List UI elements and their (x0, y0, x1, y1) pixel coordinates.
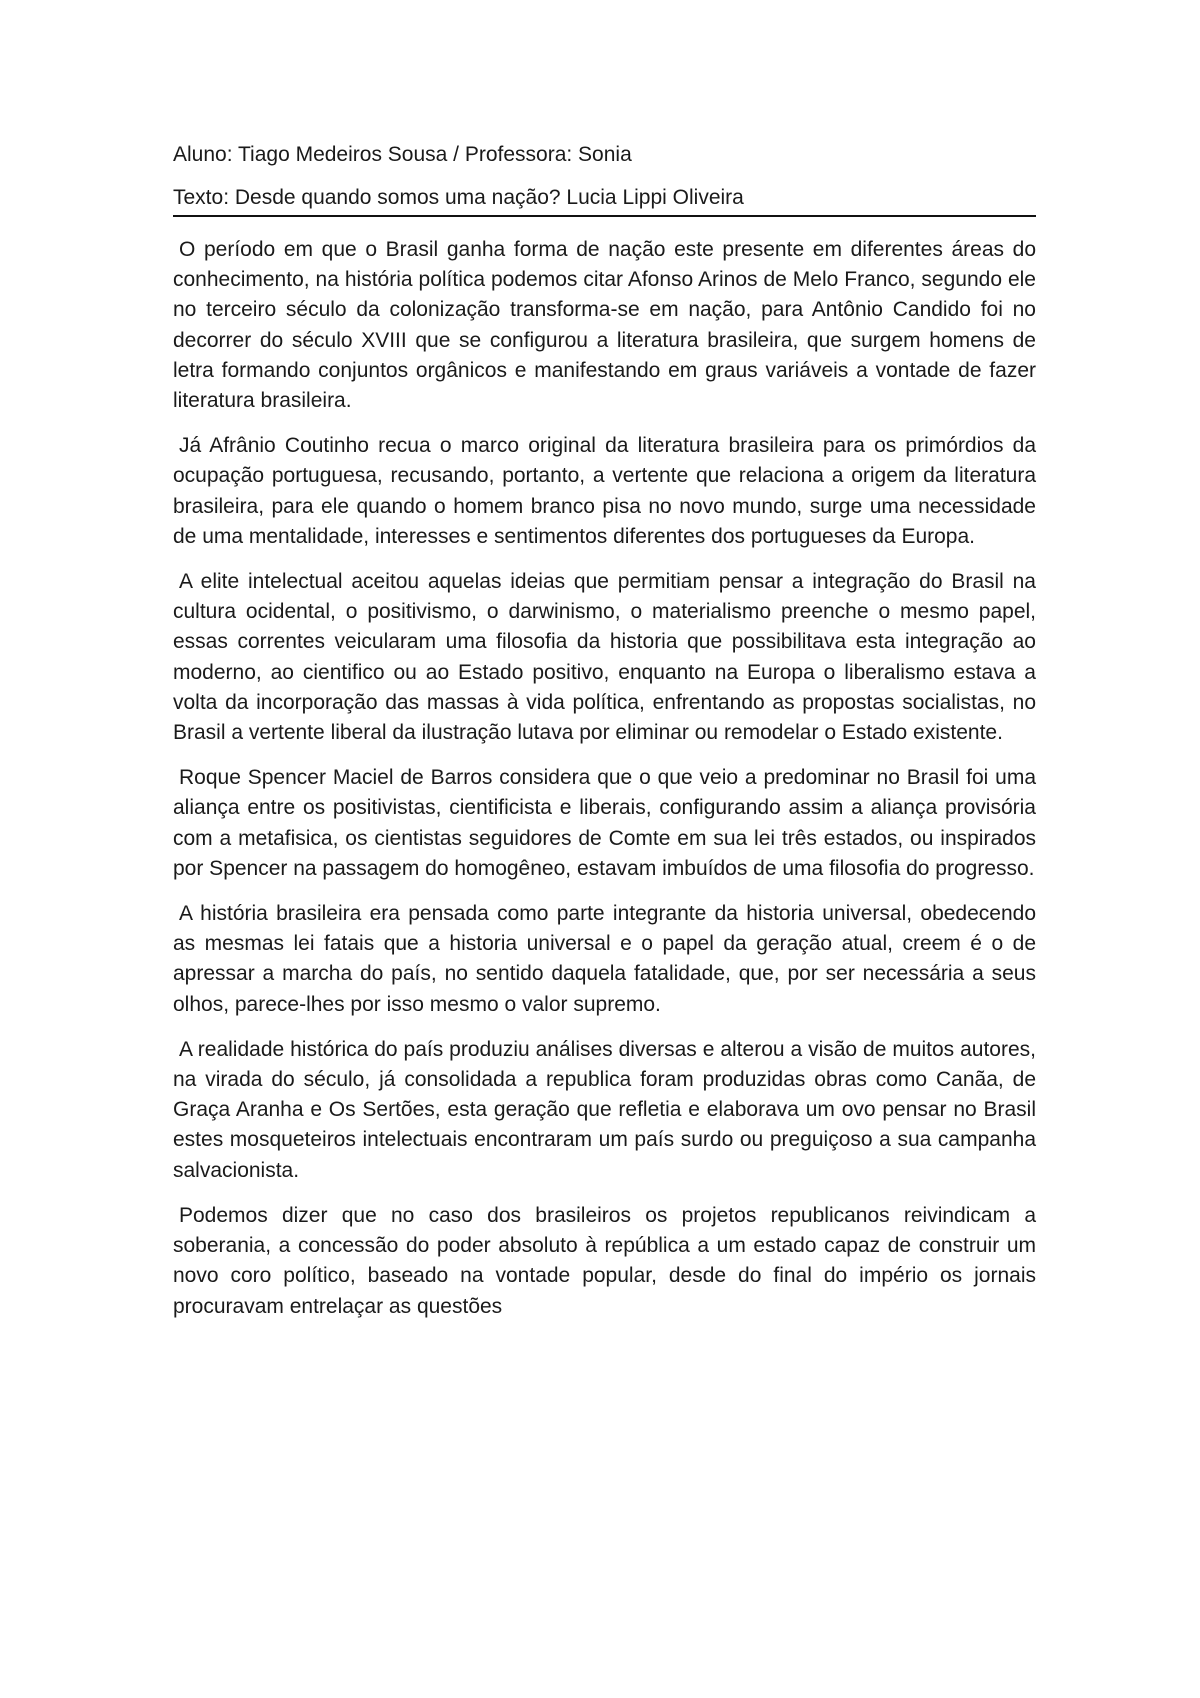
paragraph: A realidade histórica do país produziu análises diversas e alterou a visão de muitos autores, na virada do século, já consolidada a republica foram produzidas obras como Canãa, de Graça Aranha e Os Sertões, esta geração que refletia e elaborava um ovo pensar no Brasil estes mosqueteiros intelectuais encontraram um país surdo ou preguiçoso a sua campanha salvacionista. (173, 1037, 1036, 1182)
text-title-line: Texto: Desde quando somos uma nação? Lucia Lippi Oliveira (173, 186, 744, 209)
paragraph: A elite intelectual aceitou aquelas ideias que permitiam pensar a integração do Brasil na cultura ocidental, o positivismo, o darwinismo, o materialismo preenche o mesmo papel, essas correntes veicularam uma filosofia da historia que possibilitava esta integração ao moderno, ao cientifico ou ao Estado positivo, enquanto na Europa o liberalismo estava a volta da incorporação das massas à vida política, enfrentando as propostas socialistas, no Brasil a vertente liberal da ilustração lutava por eliminar ou remodelar o Estado existente. (173, 570, 1036, 745)
paragraph: Já Afrânio Coutinho recua o marco original da literatura brasileira para os primórdios da ocupação portuguesa, recusando, portanto, a vertente que relaciona a origem da literatura brasileira, para ele quando o homem branco pisa no novo mundo, surge uma necessidade de uma mentalidade, interesses e sentimentos diferentes dos portugueses da Europa. (173, 434, 1036, 548)
document-page (173, 140, 1036, 1337)
header-divider (173, 215, 1036, 217)
paragraph: O período em que o Brasil ganha forma de nação este presente em diferentes áreas do conhecimento, na história política podemos citar Afonso Arinos de Melo Franco, segundo ele no terceiro século da colonização transforma-se em nação, para Antônio Candido foi no decorrer do século XVIII que se configurou a literatura brasileira, que surgem homens de letra formando conjuntos orgânicos e manifestando em graus variáveis a vontade de fazer literatura brasileira. (173, 238, 1036, 413)
student-teacher-line: Aluno: Tiago Medeiros Sousa / Professora: Sonia (173, 143, 632, 166)
paragraph: Roque Spencer Maciel de Barros considera que o que veio a predominar no Brasil foi uma aliança entre os positivistas, cientificista e liberais, configurando assim a aliança provisória com a metafisica, os cientistas seguidores de Comte em sua lei três estados, ou inspirados por Spencer na passagem do homogêneo, estavam imbuídos de uma filosofia do progresso. (173, 766, 1036, 880)
paragraph: Podemos dizer que no caso dos brasileiros os projetos republicanos reivindicam a soberania, a concessão do poder absoluto à república a um estado capaz de construir um novo coro político, baseado na vontade popular, desde do final do império os jornais procuravam entrelaçar as questões (173, 1203, 1036, 1318)
paragraph: A história brasileira era pensada como parte integrante da historia universal, obedecendo as mesmas lei fatais que a historia universal e o papel da geração atual, creem é o de apressar a marcha do país, no sentido daquela fatalidade, que, por ser necessária a seus olhos, parece-lhes por isso mesmo o valor supremo. (173, 902, 1036, 1016)
